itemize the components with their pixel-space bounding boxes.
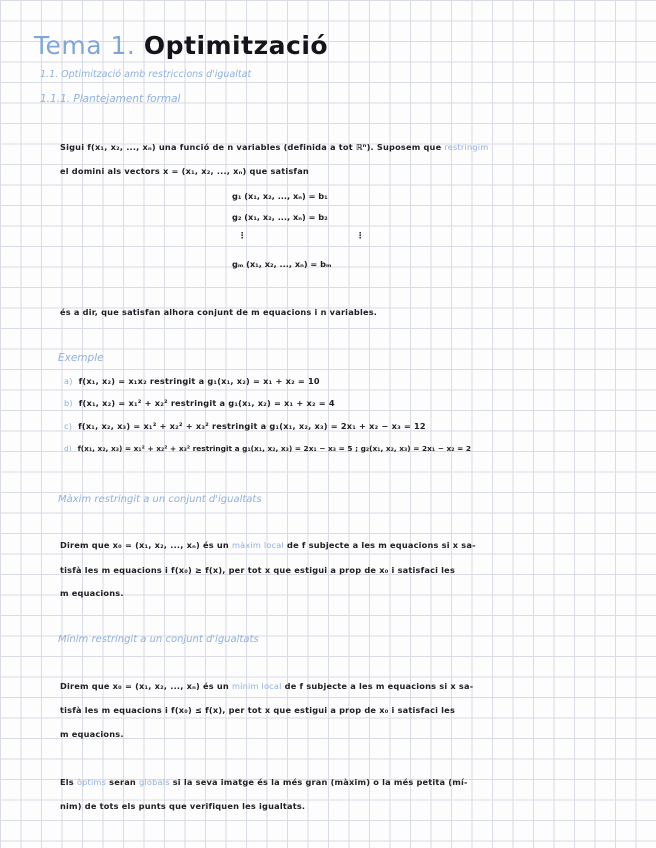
max-line-1 (60, 540, 476, 550)
example-label: a) (64, 376, 73, 386)
min-line-1 (60, 681, 473, 691)
global-a: Els (60, 777, 74, 787)
min-line-2: tisfà les m equacions i f(x₀) ≤ f(x), per tot x que estigui a prop de x₀ i satisfaci les (60, 705, 456, 715)
min-line-1-b: de f subjecte a les m equacions si x sa- (284, 681, 474, 691)
example-item (64, 421, 426, 431)
system-vdots-right: ⋮ (356, 230, 365, 240)
title-number: Tema 1. (34, 31, 136, 60)
max-line-2: tisfà les m equacions i f(x₀) ≥ f(x), per tot x que estigui a prop de x₀ i satisfaci les (60, 565, 456, 575)
max-local-highlight: màxim local (232, 540, 284, 550)
globals-highlight: globals (139, 777, 170, 787)
intro-line-1 (60, 142, 488, 152)
system-eq-m: gₘ (x₁, x₂, ..., xₙ) = bₘ (232, 259, 332, 269)
global-line-2: nim) de tots els punts que verifiquen les igualtats. (60, 801, 306, 811)
example-text: f(x₁, x₂) = x₁x₂ restringit a g₁(x₁, x₂) = x₁ + x₂ = 10 (78, 376, 320, 386)
example-text: f(x₁, x₂, x₃) = x₁² + x₂² + x₃² restringit a g₁(x₁, x₂, x₃) = 2x₁ + x₂ − x₃ = 12 (78, 421, 426, 431)
system-eq-2: g₂ (x₁, x₂, ..., xₙ) = b₂ (232, 212, 328, 222)
example-text: f(x₁, x₂) = x₁² + x₂² restringit a g₁(x₁, x₂) = x₁ + x₂ = 4 (78, 398, 335, 408)
min-line-1-a: Direm que x₀ = (x₁, x₂, ..., xₙ) és un (60, 681, 229, 691)
examples-heading: Exemple (58, 352, 104, 364)
intro-line-1-text: Sigui f(x₁, x₂, ..., xₙ) una funció de n variables (definida a tot ℝⁿ). Suposem que (60, 142, 442, 152)
min-section-heading: Mínim restringit a un conjunt d'igualtats (58, 634, 259, 645)
example-item (64, 398, 335, 408)
example-item (64, 376, 320, 386)
max-section-heading: Màxim restringit a un conjunt d'igualtats (58, 494, 262, 505)
page-title (34, 30, 328, 62)
max-line-1-a: Direm que x₀ = (x₁, x₂, ..., xₙ) és un (60, 540, 229, 550)
title-word: Optimització (143, 31, 329, 60)
global-line-1 (60, 777, 468, 787)
example-item (64, 444, 471, 453)
system-eq-1: g₁ (x₁, x₂, ..., xₙ) = b₁ (232, 191, 328, 201)
global-b: seran (109, 777, 136, 787)
example-label: d) (64, 444, 72, 453)
intro-line-2: el domini als vectors x = (x₁, x₂, ..., xₙ) que satisfan (60, 166, 309, 176)
example-text: f(x₁, x₂, x₃) = x₁² + x₂² + x₃² restringit a g₁(x₁, x₂, x₃) = 2x₁ − x₃ = 5 ; g₂(x₁, x₂, x₃) = 2x₁ − x₂ = 2 (77, 444, 471, 453)
min-line-3: m equacions. (60, 729, 124, 739)
intro-highlight-restringim: restringim (444, 142, 489, 152)
max-line-1-b: de f subjecte a les m equacions si x sa- (287, 540, 476, 550)
example-label: b) (64, 398, 73, 408)
global-c: si la seva imatge és la més gran (màxim) o la més petita (mí- (172, 777, 468, 787)
subheading-1-1-1: 1.1.1. Plantejament formal (40, 93, 181, 105)
min-local-highlight: mínim local (232, 681, 282, 691)
optims-highlight: òptims (76, 777, 107, 787)
subheading-1-1: 1.1. Optimització amb restriccions d'igualtat (40, 69, 252, 80)
after-system-text: és a dir, que satisfan alhora conjunt de m equacions i n variables. (60, 307, 378, 317)
system-vdots-left: ⋮ (238, 230, 247, 240)
max-line-3: m equacions. (60, 588, 124, 598)
example-label: c) (64, 421, 73, 431)
